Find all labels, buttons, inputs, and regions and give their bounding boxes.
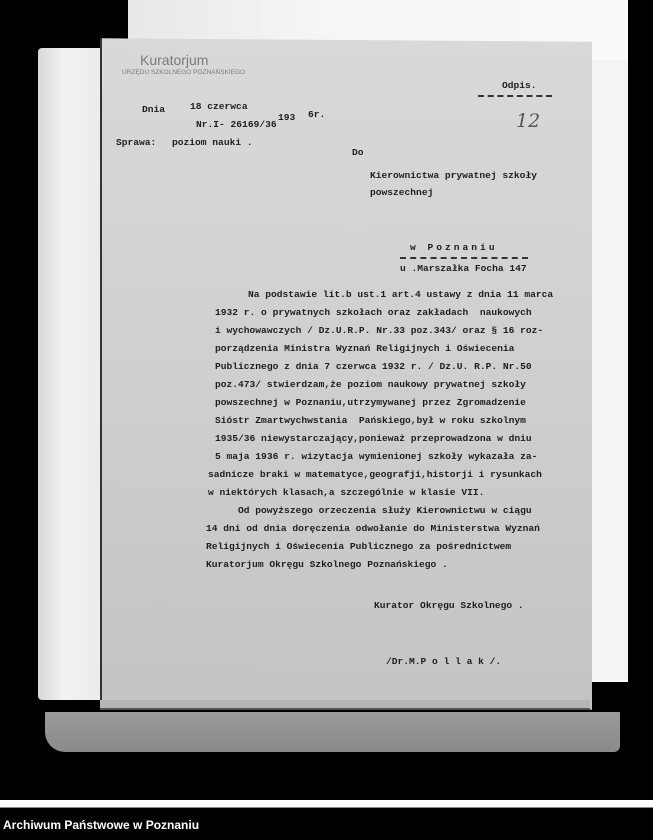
page-number: 12	[516, 110, 541, 132]
body-line: porządzenia Ministra Wyznań Religijnych i Oświecenia	[215, 343, 515, 354]
body-line: Religijnych i Oświecenia Publicznego za pośrednictwem	[206, 541, 512, 552]
body-line: powszechnej w Poznaniu,utrzymywanej przez Zgromadzenie	[215, 397, 526, 408]
subject-label: Sprawa:	[116, 137, 157, 148]
body-line: 5 maja 1936 r. wizytacja wymienionej szkoły wykazała za-	[215, 451, 538, 462]
city-underline	[400, 257, 528, 259]
body-line: sadnicze braki w matematyce,geografji,historji i rysunkach	[208, 469, 542, 480]
body-line: i wychowawczych / Dz.U.R.P. Nr.33 poz.343/ oraz § 16 roz-	[215, 325, 544, 336]
body-line: Sióstr Zmartwychwstania Pańskiego,był w roku szkolnym	[215, 415, 526, 426]
body-line: Od powyższego orzeczenia służy Kierownictwu w ciągu	[238, 505, 532, 516]
body-line: 1932 r. o prywatnych szkołach oraz zakładach naukowych	[215, 307, 532, 318]
stamp-title: Kuratorjum	[140, 52, 209, 68]
year-prefix: 193	[278, 112, 296, 123]
recipient-city: w Poznaniu	[410, 242, 498, 253]
reference-number: Nr.I- 26169/36	[196, 119, 277, 130]
date: 18 czerwca	[190, 101, 248, 112]
stamp-subtitle: URZĘDU SZKOLNEGO POZNAŃSKIEGO	[122, 69, 246, 76]
footer-divider	[0, 800, 653, 808]
body-line: w niektórych klasach,a szczególnie w klasie VII.	[208, 487, 485, 498]
recipient-line1: Kierownictwa prywatnej szkoły	[370, 170, 537, 181]
signatory-name: /Dr.M.P o l l a k /.	[386, 656, 502, 667]
body-line: poz.473/ stwierdzam,że poziom naukowy prywatnej szkoły	[215, 379, 526, 390]
recipient-to: Do	[352, 147, 364, 158]
date-prefix: Dnia	[142, 104, 166, 115]
right-paper-strip	[590, 60, 628, 680]
body-line: 14 dni od dnia doręczenia odwołanie do Ministerstwa Wyznań	[206, 523, 540, 534]
archive-credit: Archiwum Państwowe w Poznaniu	[3, 818, 200, 832]
body-line: Na podstawie lit.b ust.1 art.4 ustawy z dnia 11 marca	[248, 289, 554, 300]
signatory-title: Kurator Okręgu Szkolnego .	[374, 600, 524, 611]
body-line: Publicznego z dnia 7 czerwca 1932 r. / Dz.U. R.P. Nr.50	[215, 361, 532, 372]
copy-label: Odpis.	[502, 80, 537, 91]
year-suffix: 6r.	[308, 109, 326, 120]
recipient-address: u .Marszałka Focha 147	[400, 263, 527, 274]
page-edge	[100, 700, 590, 710]
copy-underline	[478, 95, 552, 97]
subject: poziom nauki .	[172, 137, 253, 148]
recipient-line2: powszechnej	[370, 187, 434, 198]
body-line: Kuratorjum Okręgu Szkolnego Poznańskiego .	[206, 559, 448, 570]
body-line: 1935/36 niewystarczający,ponieważ przeprowadzona w dniu	[215, 433, 532, 444]
scan-background	[45, 712, 620, 752]
